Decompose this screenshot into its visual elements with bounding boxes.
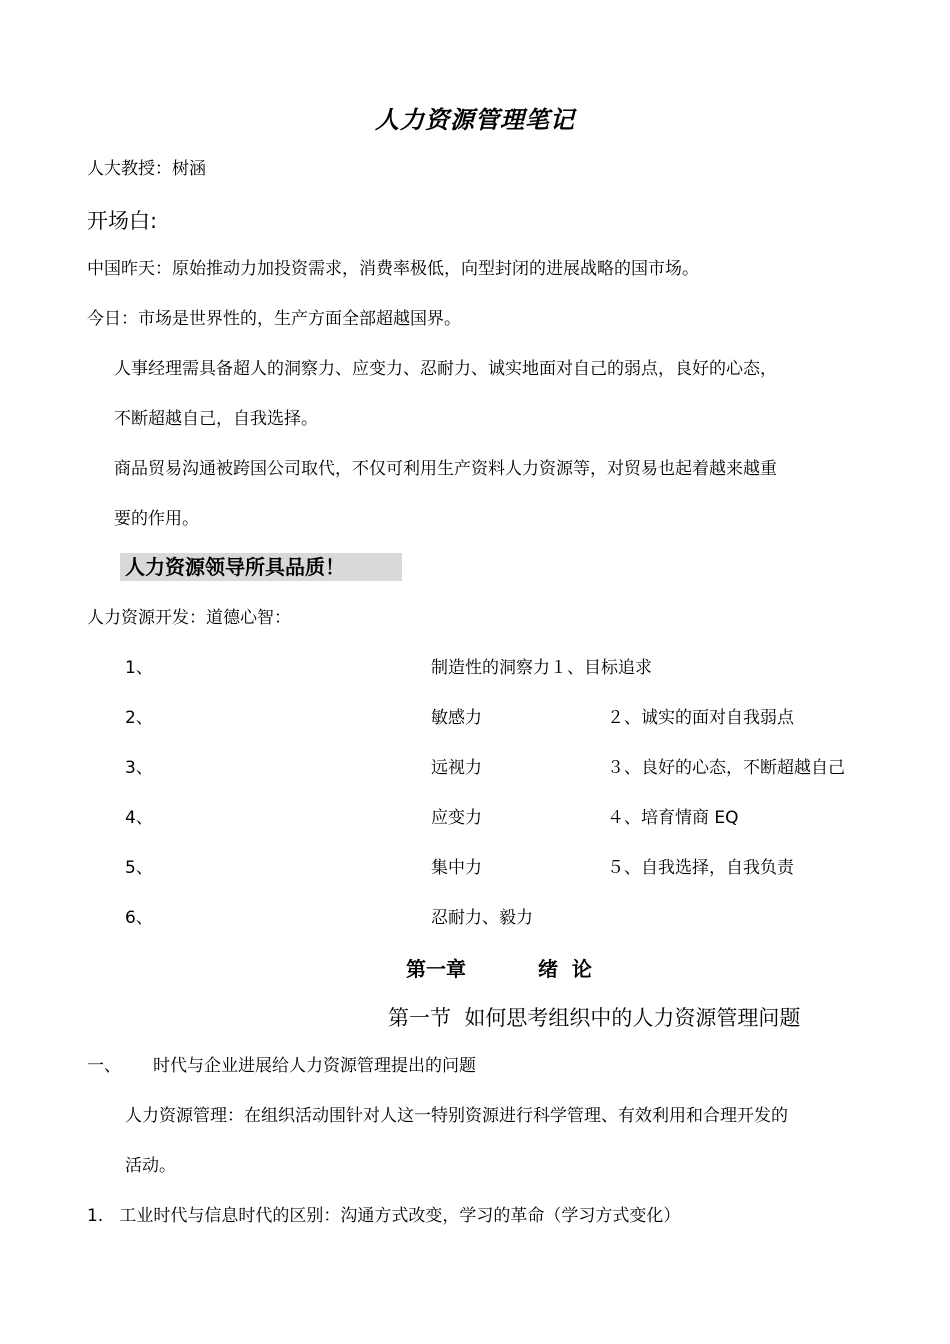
list-item-number: 1、 — [125, 658, 153, 678]
definition-line1: 人力资源管理：在组织活动围针对人这一特别资源进行科学管理、有效利用和合理开发的 — [125, 1106, 788, 1126]
part-one-heading: 时代与企业进展给人力资源管理提出的问题 — [153, 1056, 476, 1076]
paragraph-yesterday: 中国昨天：原始推动力加投资需求，消费率极低，向型封闭的进展战略的国市场。 — [87, 259, 699, 279]
list-item-quality: 敏感力 — [431, 708, 482, 728]
highlighted-heading: 人力资源领导所具品质！ — [120, 553, 402, 581]
list-item-number: 2、 — [125, 708, 153, 728]
author-line: 人大教授：树涵 — [87, 159, 206, 179]
list-item-number: 5、 — [125, 858, 153, 878]
opening-heading: 开场白: — [87, 209, 158, 233]
development-line: 人力资源开发：道德心智： — [87, 608, 291, 628]
document-title: 人力资源管理笔记 — [375, 106, 575, 134]
list-item-quality: 集中力 — [431, 858, 482, 878]
list-item-number: 3、 — [125, 758, 153, 778]
chapter-name: 绪 论 — [538, 957, 592, 981]
list-item-morality: ４、培育情商 EQ — [607, 808, 739, 828]
paragraph-today: 今日：市场是世界性的，生产方面全部超越国界。 — [87, 309, 461, 329]
paragraph-trade-line1: 商品贸易沟通被跨国公司取代，不仅可利用生产资料人力资源等，对贸易也起着越来越重 — [114, 459, 777, 479]
paragraph-hr-manager-line1: 人事经理需具备超人的洞察力、应变力、忍耐力、诚实地面对自己的弱点，良好的心态， — [114, 359, 777, 379]
list-item-number: 4、 — [125, 808, 153, 828]
paragraph-trade-line2: 要的作用。 — [114, 509, 199, 529]
paragraph-hr-manager-line2: 不断超越自己，自我选择。 — [114, 409, 318, 429]
chapter-label: 第一章 — [406, 957, 466, 981]
list-item-number: 6、 — [125, 908, 153, 928]
list-item-morality: ２、诚实的面对自我弱点 — [607, 708, 794, 728]
list-item-morality: ３、良好的心态，不断超越自己 — [607, 758, 845, 778]
section-title: 第一节 如何思考组织中的人力资源管理问题 — [388, 1006, 801, 1030]
list-item-quality: 忍耐力、毅力 — [431, 908, 533, 928]
list-item-morality: ５、自我选择，自我负责 — [607, 858, 794, 878]
list-item-quality: 远视力 — [431, 758, 482, 778]
definition-line2: 活动。 — [125, 1156, 176, 1176]
list-item-quality: 应变力 — [431, 808, 482, 828]
item-one: 1. 工业时代与信息时代的区别：沟通方式改变，学习的革命（学习方式变化） — [87, 1206, 681, 1226]
list-item-quality: 制造性的洞察力１、目标追求 — [431, 658, 652, 678]
part-one-number: 一、 — [87, 1056, 121, 1076]
